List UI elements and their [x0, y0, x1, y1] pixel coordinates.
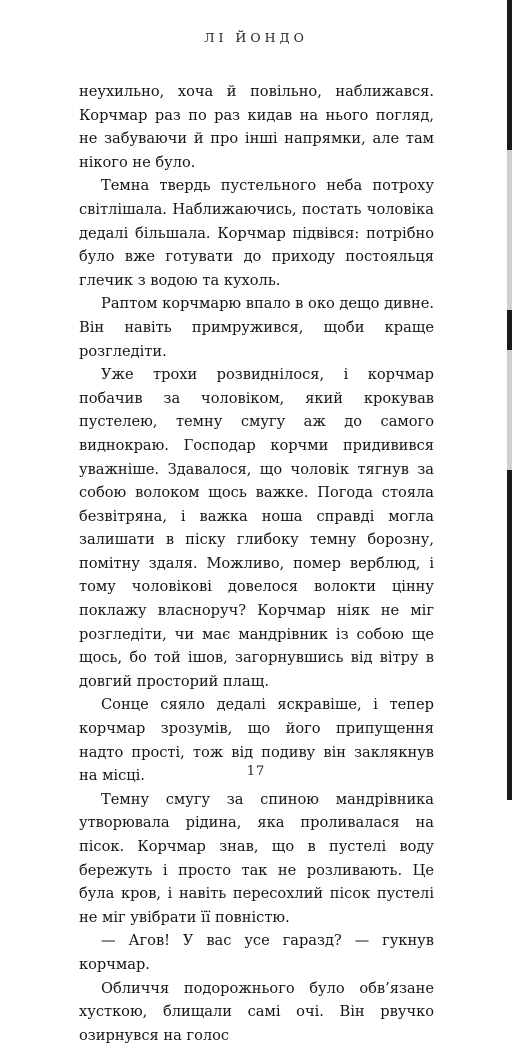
edge-shadow-top — [507, 0, 512, 150]
paragraph-6: Темну смугу за спиною мандрівника утворювала рідина, яка проливалася на пісок. Корчмар знав, що в пустелі воду бережуть і просто так не розливають. Це була кров, і навіть пересохлий пісок пустелі не міг увібрати її повністю. — [79, 790, 434, 926]
paragraph-5: Сонце сяяло дедалі яскравіше, і тепер корчмар зрозумів, що його припущення надто прості, тож від подиву він заклякнув на місці. — [79, 696, 434, 785]
running-head: ЛІ ЙОНДО — [204, 30, 308, 45]
page-edge-shadow — [507, 0, 512, 800]
edge-shadow-mid — [507, 310, 512, 350]
edge-shadow-bottom — [507, 470, 512, 800]
paragraph-1: неухильно, хоча й повільно, наближався. Корчмар раз по раз кидав на нього погляд, не забуваючи й про інші напрямки, але там нікого не було. — [79, 83, 434, 171]
body-text — [79, 80, 434, 1047]
paragraph-2: Темна твердь пустельного неба потроху світлішала. Наближаючись, постать чоловіка дедалі більшала. Корчмар підвівся: потрібно було вже готувати до приходу постояльця глечик з водою та кухоль. — [79, 177, 434, 289]
paragraph-7: — Агов! У вас усе гаразд? — гукнув корчмар. — [79, 932, 434, 973]
paragraph-4: Уже трохи розвиднілося, і корчмар побачив за чоловіком, який крокував пустелею, темну смугу аж до самого виднокраю. Господар корчми придивився уважніше. Здавалося, що чоловік тягнув за собою волоком щось важке. Погода стояла безвітряна, і важка ноша справді могла залишати в піску глибоку темну борозну, помітну здаля. Можливо, помер верблюд, і тому чоловікові довелося волокти цінну поклажу власноруч? Корчмар ніяк не міг розгледіти, чи має мандрівник із собою ще щось, бо той ішов, загорнувшись від вітру в довгий просторий плащ. — [79, 366, 434, 690]
page-number: 17 — [246, 764, 266, 779]
paragraph-3: Раптом корчмарю впало в око дещо дивне. Він навіть примружився, щоби краще розгледіти. — [79, 295, 434, 360]
paragraph-8: Обличчя подорожнього було обв’язане хусткою, блищали самі очі. Він рвучко озирнувся на голос — [79, 979, 434, 1044]
